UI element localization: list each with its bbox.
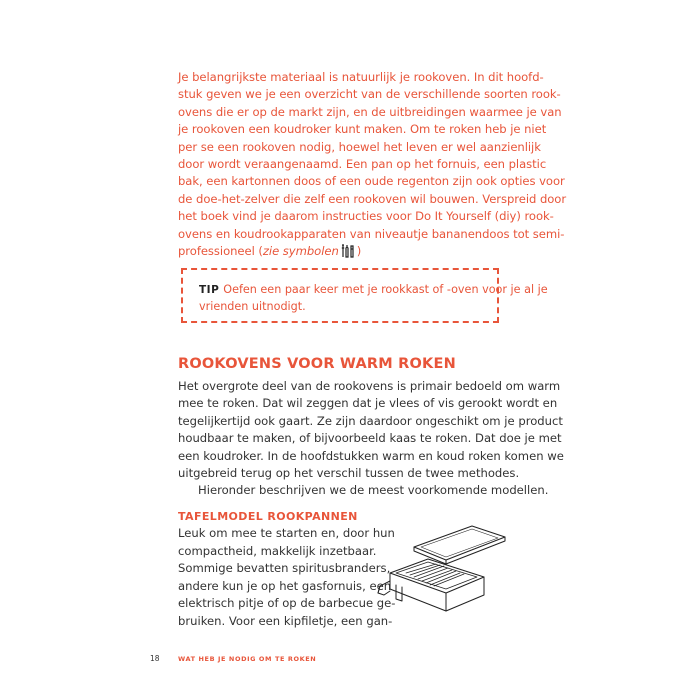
intro-line: de doe-het-zelver die zelf een rookoven wil bouwen. Verspreid door <box>178 191 567 206</box>
body-line-indented: Hieronder beschrijven we de meest voorkomende modellen. <box>198 483 549 498</box>
section-body <box>178 378 564 500</box>
intro-line: stuk geven we je een overzicht van de verschillende soorten rook- <box>178 87 561 102</box>
sub-line: elektrisch pitje of op de barbecue ge- <box>178 596 396 611</box>
body-line: tegelijkertijd ook gaart. Ze zijn daardoor ongeschikt om je product <box>178 413 563 428</box>
body-line: uitgebreid terug op het verschil tussen de twee methodes. <box>178 466 520 481</box>
smoker-pan-illustration <box>376 515 511 615</box>
page-number: 18 <box>150 654 160 663</box>
intro-line: per se een rookoven nodig, hoewel het leven er wel aanzienlijk <box>178 139 541 154</box>
body-line: mee te roken. Dat wil zeggen dat je vlees of vis gerookt wordt en <box>178 396 558 411</box>
sub-line: Leuk om mee te starten en, door hun <box>178 526 395 540</box>
body-line: Het overgrote deel van de rookovens is primair bedoeld om warm <box>178 379 561 393</box>
intro-line: je rookoven een koudroker kunt maken. Om te roken heb je niet <box>178 122 547 137</box>
intro-last-start: professioneel ( <box>178 244 263 259</box>
subsection-body <box>178 525 396 631</box>
tip-text <box>199 282 548 315</box>
intro-line: door wordt veraangenaamd. Een pan op het fornuis, een plastic <box>178 157 547 172</box>
sub-line: bruiken. Voor een kipfiletje, een gan- <box>178 613 393 628</box>
intro-paragraph <box>178 69 567 263</box>
intro-last-line <box>178 243 508 263</box>
body-line: een koudroker. In de hoofdstukken warm en koud roken komen we <box>178 448 564 463</box>
tip-line-1: Oefen een paar keer met je rookkast of -oven voor je al je <box>223 283 548 296</box>
tip-line <box>199 282 548 299</box>
page-footer <box>150 654 316 663</box>
tip-label: TIP <box>199 284 220 296</box>
body-line: houdbaar te maken, of bijvoorbeeld kaas te roken. Dat doe je met <box>178 431 562 446</box>
intro-line: ovens die er op de markt zijn, en de uitbreidingen waarmee je van <box>178 104 562 119</box>
running-head: WAT HEB JE NODIG OM TE ROKEN <box>178 655 317 663</box>
section-heading: ROOKOVENS VOOR WARM ROKEN <box>178 356 456 372</box>
intro-line: bak, een kartonnen doos of een oude regenton zijn ook opties voor <box>178 174 565 189</box>
tip-line-2: vrienden uitnodigt. <box>199 299 306 313</box>
sub-line: Sommige bevatten spiritusbranders, <box>178 561 391 576</box>
intro-line: ovens en koudrookapparaten van niveautje bananendoos tot semi- <box>178 226 565 241</box>
intro-line: het boek vind je daarom instructies voor Do It Yourself (diy) rook- <box>178 209 554 224</box>
symbols-reference: zie symbolen <box>262 244 339 259</box>
tools-icon <box>341 244 357 263</box>
intro-line: Je belangrijkste materiaal is natuurlijk je rookoven. In dit hoofd- <box>178 70 544 84</box>
tip-box <box>181 268 548 323</box>
intro-last-end: ) <box>356 244 362 259</box>
subsection-heading: TAFELMODEL ROOKPANNEN <box>178 510 358 523</box>
sub-line: compactheid, makkelijk inzetbaar. <box>178 543 377 558</box>
sub-line: andere kun je op het gasfornuis, een <box>178 578 392 593</box>
